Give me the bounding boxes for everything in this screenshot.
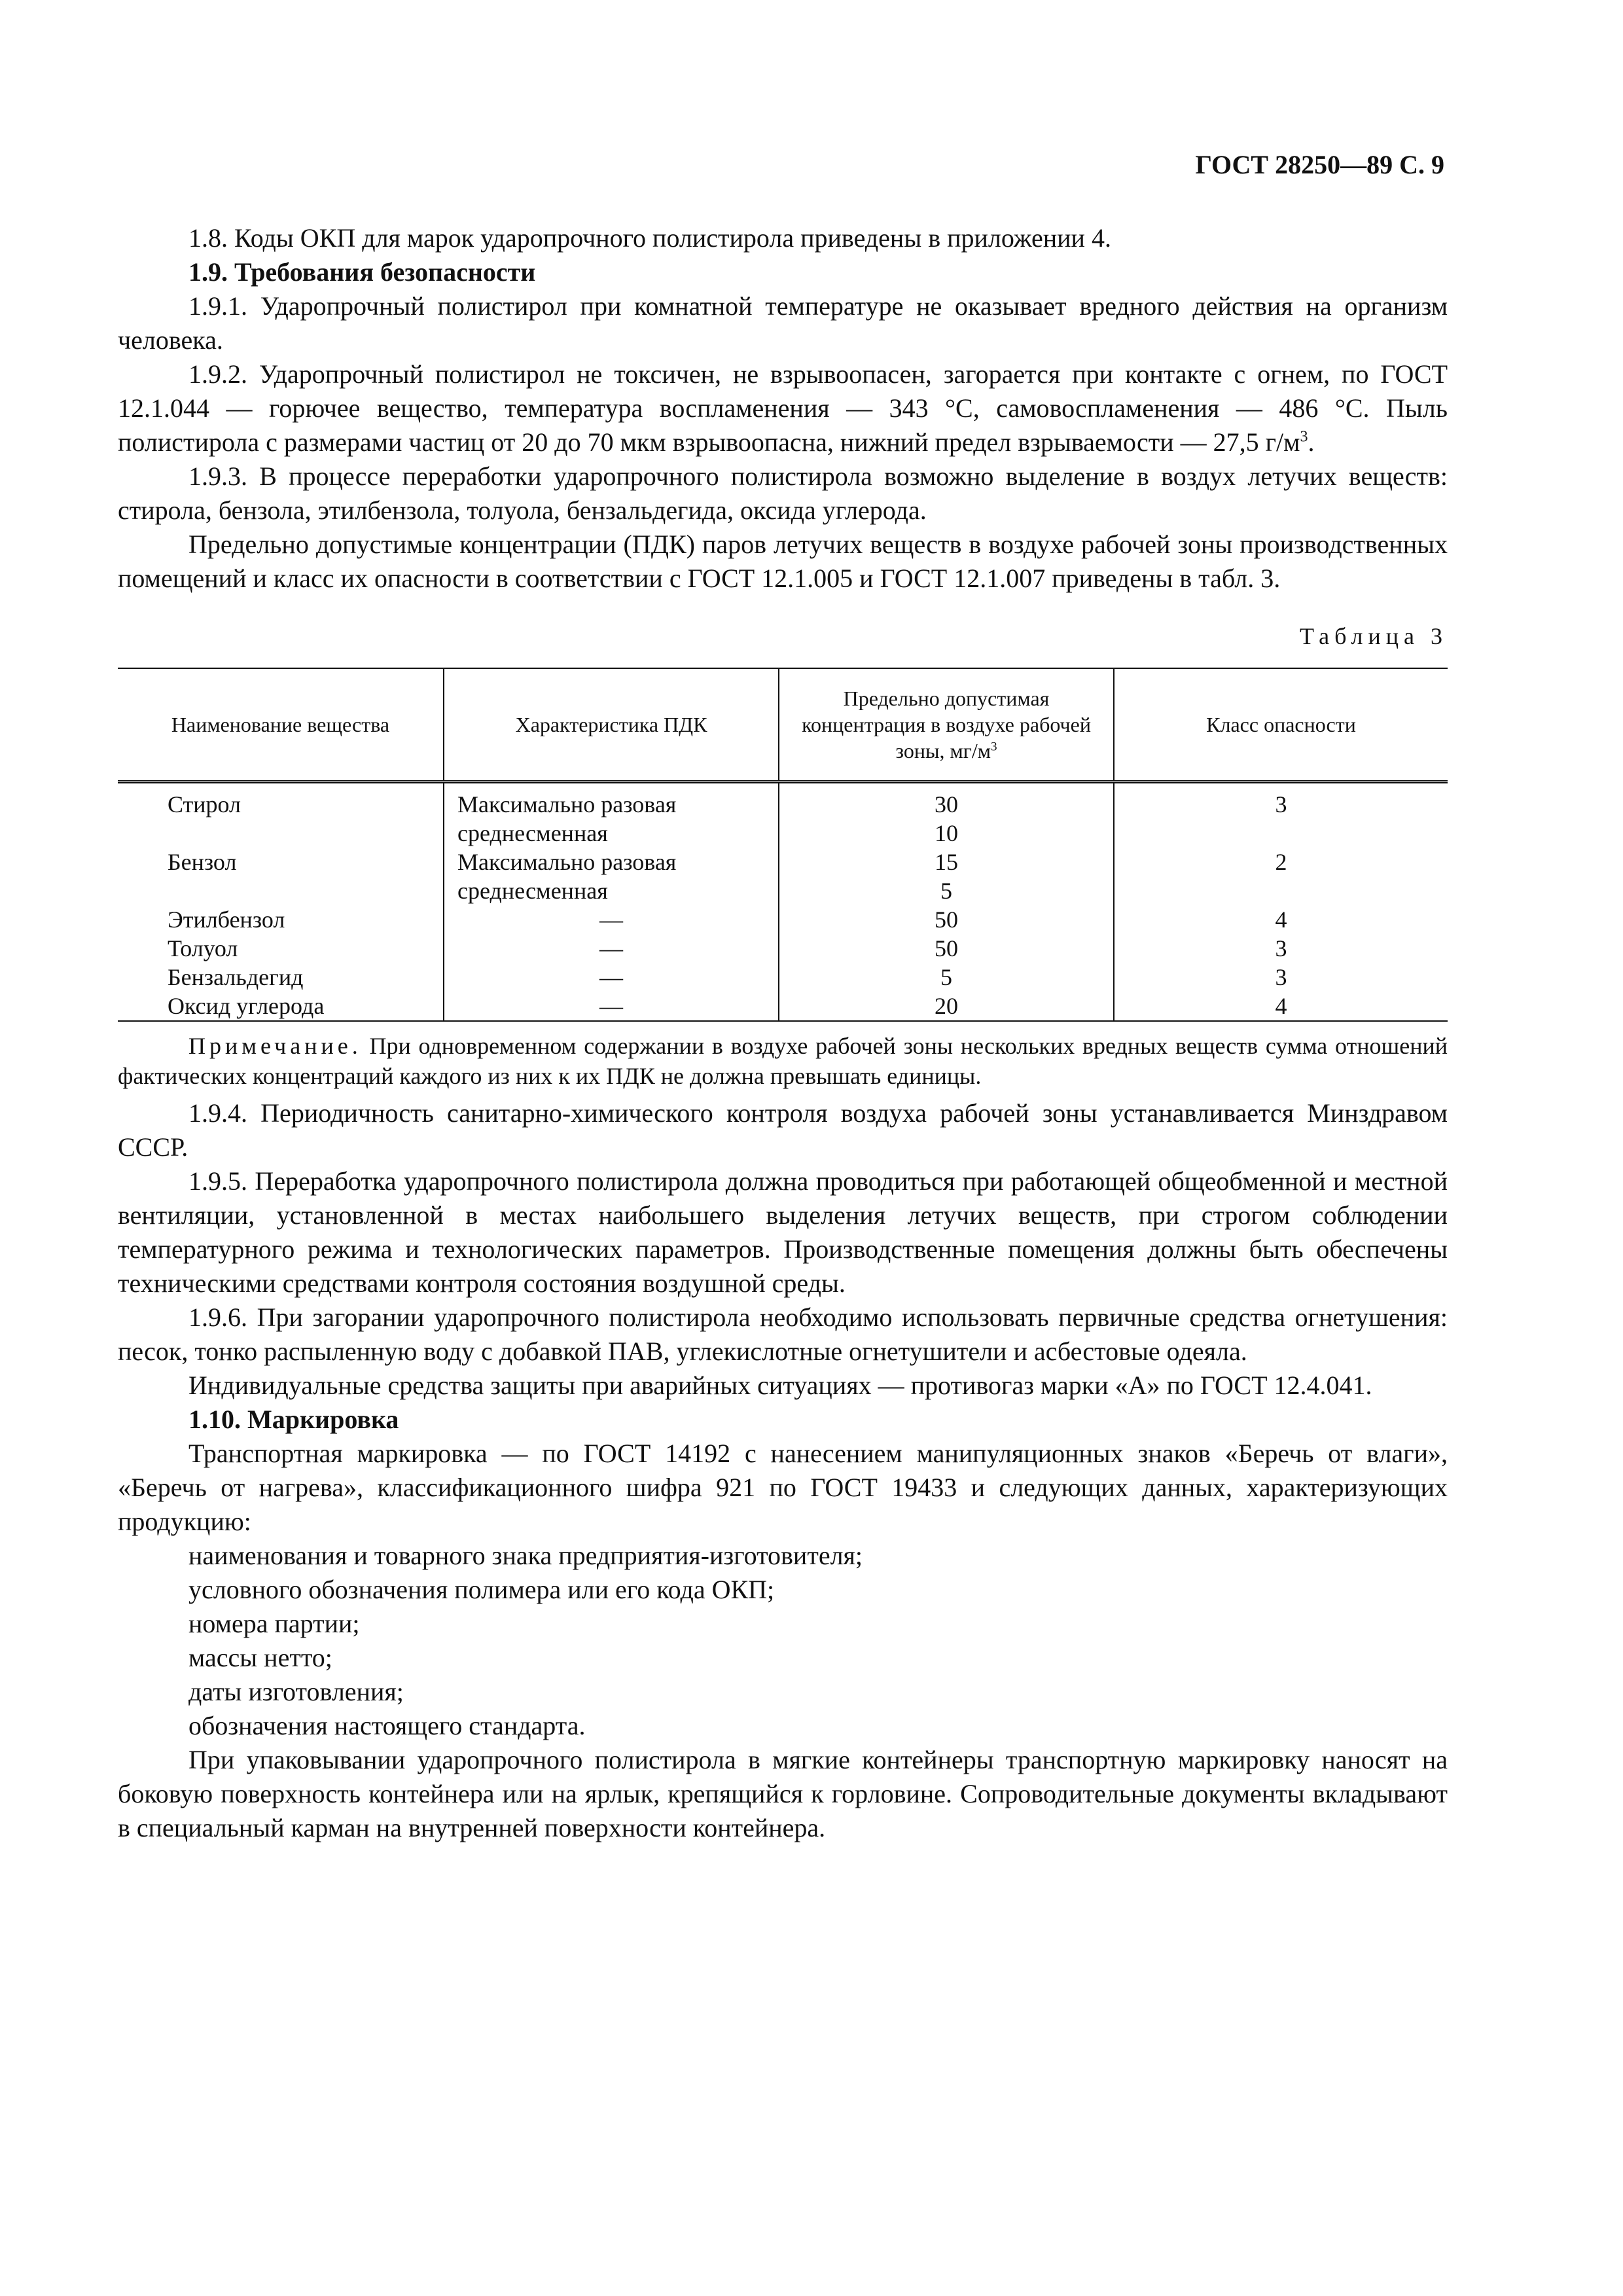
note-text: При одновременном содержании в воздухе рабочей зоны нескольких вредных веществ сумма отношений фактических концентраций каждого из них к их ПДК не должна превышать единицы. (118, 1033, 1448, 1089)
list-item: обозначения настоящего стандарта. (188, 1711, 586, 1740)
list-item: даты изготовления; (188, 1677, 404, 1706)
list-item: условного обозначения полимера или его кода ОКП; (188, 1575, 775, 1604)
table-row (118, 963, 1448, 992)
document-body (118, 221, 1448, 1845)
paragraph-1-9-4: 1.9.4. Периодичность санитарно-химического контроля воздуха рабочей зоны устанавливается Минздравом СССР. (118, 1098, 1448, 1162)
conc-value: 30 (935, 791, 958, 817)
cell-class: 3 (1114, 963, 1448, 992)
table-row (118, 992, 1448, 1021)
superscript: 3 (1300, 428, 1308, 446)
paragraph-1-9-5: 1.9.5. Переработка ударопрочного полистирола должна проводиться при работающей общеобменной и местной вентиляции, установленной в местах наибольшего выделения летучих веществ, при строгом соблюдении температурного режима и технологических параметров. Производственные помещения должны быть обеспечены техническими средствами контроля состояния воздушной среды. (118, 1166, 1448, 1298)
cell-char: — (444, 905, 779, 934)
paragraph-1-9-3: 1.9.3. В процессе переработки ударопрочного полистирола возможно выделение в воздух летучих веществ: стирола, бензола, этилбензола, толуола, бензальдегида, оксида углерода. (118, 461, 1448, 525)
column-header-conc (779, 668, 1114, 782)
column-header-name: Наименование вещества (118, 668, 444, 782)
paragraph-1-9-6: 1.9.6. При загорании ударопрочного полистирола необходимо использовать первичные средства огнетушения: песок, тонко распыленную воду с добавкой ПАВ, углекислотные огнетушители и асбестовые одеяла. (118, 1302, 1448, 1366)
column-header-conc-text: Предельно допустимая концентрация в воздухе рабочей зоны, мг/м (802, 687, 1091, 762)
cell-conc: 20 (779, 992, 1114, 1021)
cell-class: 2 (1114, 848, 1448, 905)
list-item: наименования и товарного знака предприятия-изготовителя; (188, 1541, 863, 1570)
cell-class: 4 (1114, 992, 1448, 1021)
char-line: среднесменная (457, 820, 608, 846)
note-label: Примечание. (188, 1033, 362, 1059)
paragraph-1-9-2-end: . (1308, 427, 1315, 457)
cell-conc (779, 782, 1114, 848)
heading-1-10: 1.10. Маркировка (188, 1405, 399, 1434)
cell-name: Бензол (168, 849, 237, 875)
paragraph-1-8: 1.8. Коды ОКП для марок ударопрочного полистирола приведены в приложении 4. (188, 223, 1111, 253)
char-line: Максимально разовая (457, 849, 677, 875)
list-item: массы нетто; (188, 1643, 332, 1672)
paragraph-1-10: Транспортная маркировка — по ГОСТ 14192 с нанесением манипуляционных знаков «Беречь от влаги», «Беречь от нагрева», классификационного шифра 921 по ГОСТ 19433 и следующих данных, характеризующих продукцию: (118, 1439, 1448, 1536)
marking-list (118, 1539, 1448, 1743)
table-row (118, 934, 1448, 963)
cell-conc: 50 (779, 934, 1114, 963)
cell-class: 3 (1114, 782, 1448, 848)
column-header-class: Класс опасности (1114, 668, 1448, 782)
paragraph-1-9-1: 1.9.1. Ударопрочный полистирол при комнатной температуре не оказывает вредного действия на организм человека. (118, 291, 1448, 355)
conc-value: 10 (935, 820, 958, 846)
cell-conc (779, 848, 1114, 905)
superscript: 3 (991, 740, 997, 754)
paragraph-1-9-3-pdk: Предельно допустимые концентрации (ПДК) паров летучих веществ в воздухе рабочей зоны производственных помещений и класс их опасности в соответствии с ГОСТ 12.1.005 и ГОСТ 12.1.007 приведены в табл. 3. (118, 529, 1448, 593)
cell-char: — (444, 992, 779, 1021)
cell-char (444, 782, 779, 848)
paragraph-1-9-2 (118, 357, 1448, 459)
table-caption: Таблица 3 (1300, 623, 1448, 649)
cell-char: — (444, 963, 779, 992)
cell-class: 3 (1114, 934, 1448, 963)
cell-char (444, 848, 779, 905)
cell-class: 4 (1114, 905, 1448, 934)
cell-name: Оксид углерода (118, 992, 444, 1021)
cell-name: Бензальдегид (168, 964, 304, 990)
paragraph-1-9-2-text: 1.9.2. Ударопрочный полистирол не токсичен, не взрывоопасен, загорается при контакте с огнем, по ГОСТ 12.1.044 — горючее вещество, температура воспламенения — 343 °С, самовоспламенения — 486 °С. Пыль полистирола с размерами частиц от 20 до 70 мкм взрывоопасна, нижний предел взрываемости — 27,5 г/м (118, 359, 1448, 457)
list-item: номера партии; (188, 1609, 360, 1638)
table-row (118, 782, 1448, 848)
conc-value: 5 (940, 878, 952, 904)
paragraph-1-10-packing: При упаковывании ударопрочного полистирола в мягкие контейнеры транспортную маркировку наносят на боковую поверхность контейнера или на ярлык, крепящийся к горловине. Сопроводительные документы вкладывают в специальный карман на внутренней поверхности контейнера. (118, 1745, 1448, 1842)
cell-conc: 50 (779, 905, 1114, 934)
table-row (118, 905, 1448, 934)
cell-char: — (444, 934, 779, 963)
heading-1-9: 1.9. Требования безопасности (188, 257, 536, 287)
column-header-char: Характеристика ПДК (444, 668, 779, 782)
cell-name: Этилбензол (168, 906, 285, 933)
table-3 (118, 668, 1448, 1022)
cell-name: Стирол (168, 791, 241, 817)
cell-name: Толуол (168, 935, 238, 961)
cell-conc: 5 (779, 963, 1114, 992)
char-line: среднесменная (457, 878, 608, 904)
paragraph-1-9-6-protection: Индивидуальные средства защиты при аварийных ситуациях — противогаз марки «А» по ГОСТ 12.4.041. (188, 1371, 1372, 1400)
page-header: ГОСТ 28250—89 С. 9 (1195, 150, 1444, 179)
conc-value: 15 (935, 849, 958, 875)
char-line: Максимально разовая (457, 791, 677, 817)
table-note (118, 1031, 1448, 1091)
table-row (118, 848, 1448, 905)
